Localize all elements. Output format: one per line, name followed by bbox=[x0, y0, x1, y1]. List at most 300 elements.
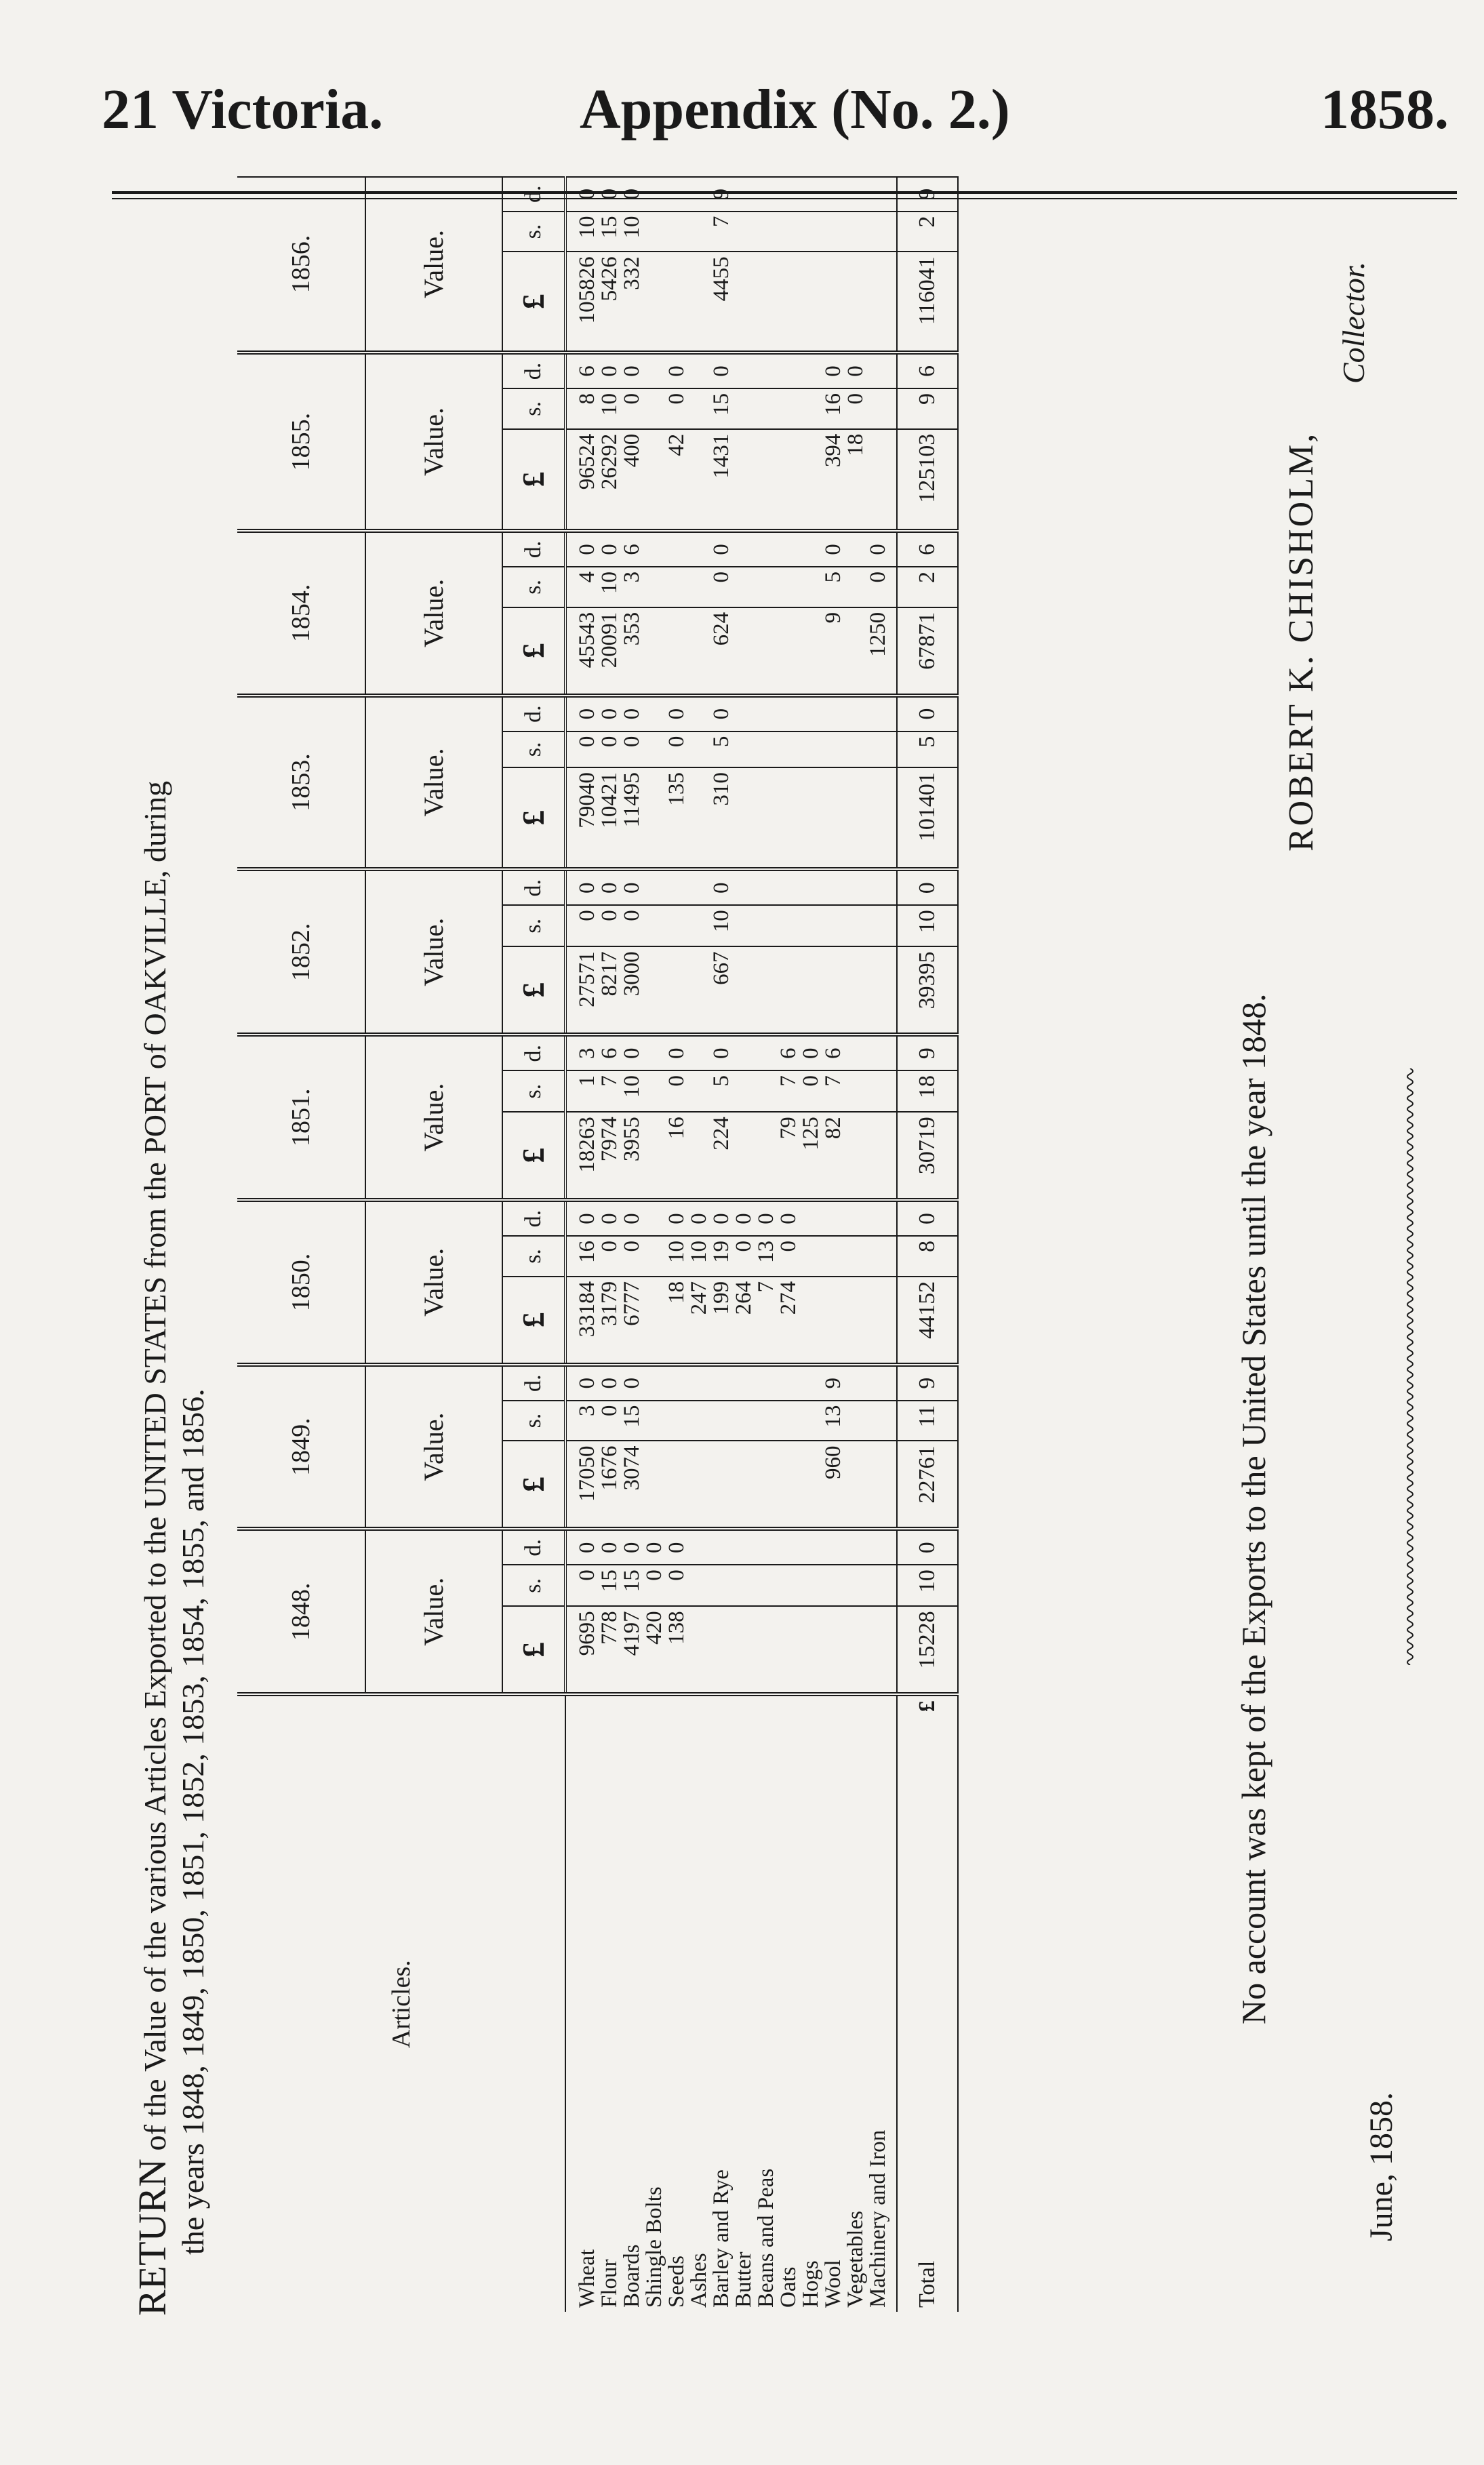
shillings-cell: 15 bbox=[621, 1565, 643, 1606]
pounds-cell bbox=[867, 1112, 897, 1200]
total-pounds-cell: 44152 bbox=[897, 1277, 958, 1365]
pence-cell bbox=[688, 1365, 710, 1401]
shillings-cell bbox=[800, 905, 822, 946]
shillings-cell bbox=[800, 1401, 822, 1441]
shillings-cell: 5 bbox=[710, 732, 733, 767]
pence-cell bbox=[710, 1529, 733, 1565]
pence-cell bbox=[688, 1035, 710, 1070]
year-header: 1851. bbox=[237, 1035, 365, 1200]
articles-header: Articles. bbox=[237, 1694, 565, 2312]
total-shillings-cell: 9 bbox=[897, 388, 958, 429]
pence-cell: 0 bbox=[710, 1035, 733, 1070]
total-pounds-cell: 39395 bbox=[897, 946, 958, 1035]
pounds-cell bbox=[755, 607, 778, 696]
pence-cell bbox=[845, 1365, 867, 1401]
pence-cell bbox=[845, 1200, 867, 1236]
pounds-cell: 420 bbox=[643, 1606, 666, 1694]
unit-header-pound: £ bbox=[502, 1112, 565, 1200]
shillings-cell bbox=[845, 905, 867, 946]
shillings-cell bbox=[822, 1565, 845, 1606]
pounds-cell: 4455 bbox=[710, 252, 733, 353]
pounds-cell bbox=[688, 607, 710, 696]
year-header: 1856. bbox=[237, 177, 365, 353]
pounds-cell: 3074 bbox=[621, 1441, 643, 1529]
pounds-cell: 138 bbox=[666, 1606, 688, 1694]
pence-cell: 0 bbox=[599, 869, 621, 905]
pence-cell: 6 bbox=[565, 353, 599, 388]
shillings-cell bbox=[688, 732, 710, 767]
pence-cell: 0 bbox=[643, 1529, 666, 1565]
pounds-cell bbox=[666, 252, 688, 353]
value-header: Value. bbox=[365, 1529, 502, 1694]
pounds-cell bbox=[845, 1112, 867, 1200]
unit-header-shillings: s. bbox=[502, 1565, 565, 1606]
pence-cell bbox=[867, 1200, 897, 1236]
shillings-cell bbox=[733, 732, 755, 767]
shillings-cell bbox=[778, 732, 800, 767]
pence-cell bbox=[867, 696, 897, 732]
pence-cell bbox=[822, 177, 845, 212]
unit-header-pound: £ bbox=[502, 607, 565, 696]
shillings-cell: 0 bbox=[710, 567, 733, 607]
shillings-cell: 0 bbox=[666, 388, 688, 429]
shillings-cell bbox=[822, 732, 845, 767]
pence-cell bbox=[643, 1365, 666, 1401]
pounds-cell: 42 bbox=[666, 429, 688, 531]
pence-cell: 0 bbox=[755, 1200, 778, 1236]
shillings-cell bbox=[688, 1401, 710, 1441]
document-title-line1 bbox=[130, 780, 174, 2316]
pence-cell: 0 bbox=[565, 531, 599, 567]
pounds-cell bbox=[733, 252, 755, 353]
pounds-cell bbox=[733, 946, 755, 1035]
pounds-cell bbox=[688, 1441, 710, 1529]
pounds-cell bbox=[688, 946, 710, 1035]
pence-cell bbox=[778, 696, 800, 732]
shillings-cell bbox=[643, 1070, 666, 1112]
pence-cell bbox=[733, 869, 755, 905]
pence-cell bbox=[755, 1529, 778, 1565]
pounds-cell bbox=[867, 1441, 897, 1529]
shillings-cell bbox=[845, 567, 867, 607]
pounds-cell bbox=[845, 1606, 867, 1694]
shillings-cell bbox=[733, 1401, 755, 1441]
pounds-cell: 16 bbox=[666, 1112, 688, 1200]
pounds-cell bbox=[688, 429, 710, 531]
unit-header-pence: d. bbox=[502, 1365, 565, 1401]
pence-cell bbox=[822, 696, 845, 732]
pounds-cell: 1431 bbox=[710, 429, 733, 531]
pence-cell: 0 bbox=[822, 353, 845, 388]
pence-cell bbox=[867, 1365, 897, 1401]
table-row bbox=[643, 177, 666, 2312]
shillings-cell bbox=[688, 567, 710, 607]
pounds-cell: 400 bbox=[621, 429, 643, 531]
pounds-cell bbox=[800, 767, 822, 869]
shillings-cell: 0 bbox=[565, 732, 599, 767]
pounds-cell bbox=[800, 252, 822, 353]
shillings-cell bbox=[778, 212, 800, 252]
article-name: Boards bbox=[621, 1694, 643, 2312]
pounds-cell: 17050 bbox=[565, 1441, 599, 1529]
shillings-cell: 7 bbox=[778, 1070, 800, 1112]
pence-cell bbox=[733, 177, 755, 212]
wavy-rule bbox=[1403, 1068, 1417, 1665]
pounds-cell: 11495 bbox=[621, 767, 643, 869]
total-shillings-cell: 18 bbox=[897, 1070, 958, 1112]
pounds-cell: 3179 bbox=[599, 1277, 621, 1365]
total-pence-cell: 0 bbox=[897, 1529, 958, 1565]
shillings-cell bbox=[822, 905, 845, 946]
pounds-cell bbox=[666, 1441, 688, 1529]
pence-cell bbox=[688, 177, 710, 212]
total-pounds-cell: 125103 bbox=[897, 429, 958, 531]
total-pence-cell: 9 bbox=[897, 177, 958, 212]
title-line1-text: of the Value of the various Articles Exported to the UNITED STATES from the PORT of OAKVILLE, during bbox=[138, 780, 172, 2151]
shillings-cell: 15 bbox=[599, 212, 621, 252]
pence-cell bbox=[643, 1200, 666, 1236]
shillings-cell: 10 bbox=[688, 1236, 710, 1277]
pence-cell: 0 bbox=[666, 1200, 688, 1236]
unit-header-shillings: s. bbox=[502, 388, 565, 429]
shillings-cell bbox=[733, 905, 755, 946]
pence-cell bbox=[643, 869, 666, 905]
shillings-cell bbox=[688, 1565, 710, 1606]
year-header: 1855. bbox=[237, 353, 365, 531]
unit-header-shillings: s. bbox=[502, 1401, 565, 1441]
unit-header-pence: d. bbox=[502, 1529, 565, 1565]
shillings-cell bbox=[755, 212, 778, 252]
total-shillings-cell: 10 bbox=[897, 905, 958, 946]
pounds-cell bbox=[845, 767, 867, 869]
unit-header-pound: £ bbox=[502, 1277, 565, 1365]
pounds-cell bbox=[755, 1441, 778, 1529]
year-header: 1853. bbox=[237, 696, 365, 870]
pounds-cell: 79040 bbox=[565, 767, 599, 869]
shillings-cell: 5 bbox=[822, 567, 845, 607]
shillings-cell: 15 bbox=[621, 1401, 643, 1441]
pence-cell bbox=[845, 177, 867, 212]
shillings-cell: 16 bbox=[565, 1236, 599, 1277]
pounds-cell: 135 bbox=[666, 767, 688, 869]
pence-cell: 0 bbox=[822, 531, 845, 567]
pence-cell bbox=[755, 353, 778, 388]
pence-cell: 0 bbox=[599, 353, 621, 388]
pounds-cell: 9695 bbox=[565, 1606, 599, 1694]
shillings-cell: 0 bbox=[867, 567, 897, 607]
shillings-cell bbox=[845, 212, 867, 252]
shillings-cell bbox=[688, 212, 710, 252]
pounds-cell bbox=[867, 429, 897, 531]
pence-cell: 0 bbox=[599, 177, 621, 212]
table-row bbox=[755, 177, 778, 2312]
pounds-cell bbox=[778, 252, 800, 353]
pounds-cell bbox=[755, 767, 778, 869]
pounds-cell bbox=[778, 767, 800, 869]
shillings-cell: 3 bbox=[621, 567, 643, 607]
pence-cell: 0 bbox=[599, 1365, 621, 1401]
shillings-cell bbox=[755, 732, 778, 767]
shillings-cell: 15 bbox=[710, 388, 733, 429]
unit-header-pound: £ bbox=[502, 1441, 565, 1529]
pence-cell: 0 bbox=[621, 869, 643, 905]
shillings-cell bbox=[800, 1565, 822, 1606]
pence-cell: 0 bbox=[800, 1035, 822, 1070]
shillings-cell: 0 bbox=[565, 905, 599, 946]
pounds-cell bbox=[733, 1441, 755, 1529]
pence-cell bbox=[845, 1529, 867, 1565]
value-header: Value. bbox=[365, 1365, 502, 1529]
pence-cell bbox=[867, 353, 897, 388]
header-year: 1858. bbox=[1321, 78, 1449, 141]
pounds-cell bbox=[800, 1606, 822, 1694]
unit-header-shillings: s. bbox=[502, 567, 565, 607]
pence-cell bbox=[822, 1529, 845, 1565]
pence-cell: 0 bbox=[565, 1365, 599, 1401]
footnote: No account was kept of the Exports to the United States until the year 1848. bbox=[1235, 993, 1272, 2024]
pounds-cell bbox=[733, 767, 755, 869]
total-shillings-cell: 2 bbox=[897, 212, 958, 252]
table-row bbox=[800, 177, 822, 2312]
unit-header-shillings: s. bbox=[502, 1070, 565, 1112]
pounds-cell bbox=[845, 946, 867, 1035]
pounds-cell: 3955 bbox=[621, 1112, 643, 1200]
shillings-cell: 3 bbox=[565, 1401, 599, 1441]
pence-cell bbox=[643, 696, 666, 732]
pence-cell: 0 bbox=[565, 696, 599, 732]
year-header: 1848. bbox=[237, 1529, 365, 1694]
pence-cell bbox=[867, 1035, 897, 1070]
pence-cell bbox=[733, 1529, 755, 1565]
pounds-cell bbox=[845, 252, 867, 353]
shillings-cell bbox=[643, 732, 666, 767]
shillings-cell bbox=[643, 212, 666, 252]
shillings-cell bbox=[867, 1565, 897, 1606]
return-date: June, 1858. bbox=[1363, 2092, 1399, 2241]
total-shillings-cell: 10 bbox=[897, 1565, 958, 1606]
unit-header-pence: d. bbox=[502, 1035, 565, 1070]
pence-cell bbox=[666, 531, 688, 567]
pounds-cell: 224 bbox=[710, 1112, 733, 1200]
pounds-cell bbox=[643, 1112, 666, 1200]
shillings-cell bbox=[778, 567, 800, 607]
shillings-cell: 0 bbox=[800, 1070, 822, 1112]
exports-table bbox=[237, 176, 959, 2312]
pence-cell: 6 bbox=[822, 1035, 845, 1070]
pence-cell: 0 bbox=[710, 869, 733, 905]
pounds-cell: 274 bbox=[778, 1277, 800, 1365]
pounds-cell: 9 bbox=[822, 607, 845, 696]
total-pounds-cell: 116041 bbox=[897, 252, 958, 353]
pence-cell: 0 bbox=[710, 353, 733, 388]
total-pence-cell: 0 bbox=[897, 869, 958, 905]
total-shillings-cell: 11 bbox=[897, 1401, 958, 1441]
pounds-cell: 353 bbox=[621, 607, 643, 696]
pence-cell bbox=[643, 353, 666, 388]
year-header: 1849. bbox=[237, 1365, 365, 1529]
shillings-cell: 10 bbox=[621, 1070, 643, 1112]
shillings-cell bbox=[822, 1236, 845, 1277]
shillings-cell bbox=[822, 212, 845, 252]
pounds-cell: 7974 bbox=[599, 1112, 621, 1200]
pounds-cell bbox=[778, 1606, 800, 1694]
shillings-cell bbox=[688, 905, 710, 946]
unit-header-pound: £ bbox=[502, 1606, 565, 1694]
pence-cell: 0 bbox=[599, 1200, 621, 1236]
total-pence-cell: 9 bbox=[897, 1365, 958, 1401]
shillings-cell: 0 bbox=[666, 732, 688, 767]
pounds-cell bbox=[845, 607, 867, 696]
shillings-cell: 0 bbox=[599, 732, 621, 767]
value-header: Value. bbox=[365, 1035, 502, 1200]
pence-cell bbox=[688, 696, 710, 732]
shillings-cell bbox=[733, 388, 755, 429]
shillings-cell bbox=[755, 1401, 778, 1441]
shillings-cell: 0 bbox=[666, 1070, 688, 1112]
value-header: Value. bbox=[365, 696, 502, 870]
article-name: Shingle Bolts bbox=[643, 1694, 666, 2312]
pounds-cell: 79 bbox=[778, 1112, 800, 1200]
pounds-cell bbox=[688, 252, 710, 353]
pounds-cell bbox=[822, 946, 845, 1035]
pounds-cell: 33184 bbox=[565, 1277, 599, 1365]
table-row bbox=[666, 177, 688, 2312]
shillings-cell: 4 bbox=[565, 567, 599, 607]
pence-cell bbox=[688, 353, 710, 388]
pence-cell bbox=[800, 353, 822, 388]
pence-cell: 0 bbox=[621, 353, 643, 388]
pence-cell bbox=[733, 531, 755, 567]
pounds-cell bbox=[800, 429, 822, 531]
value-header: Value. bbox=[365, 353, 502, 531]
shillings-cell bbox=[800, 732, 822, 767]
pence-cell: 0 bbox=[710, 531, 733, 567]
pence-cell: 0 bbox=[565, 1200, 599, 1236]
pence-cell bbox=[688, 1529, 710, 1565]
table-row bbox=[688, 177, 710, 2312]
shillings-cell bbox=[800, 1236, 822, 1277]
pounds-cell bbox=[755, 1606, 778, 1694]
shillings-cell bbox=[867, 732, 897, 767]
table-body bbox=[565, 177, 958, 2312]
pence-cell bbox=[778, 353, 800, 388]
shillings-cell: 10 bbox=[666, 1236, 688, 1277]
total-shillings-cell: 5 bbox=[897, 732, 958, 767]
total-pounds-cell: 15228 bbox=[897, 1606, 958, 1694]
pence-cell: 3 bbox=[565, 1035, 599, 1070]
pounds-cell bbox=[800, 946, 822, 1035]
pence-cell bbox=[778, 1365, 800, 1401]
table-row bbox=[867, 177, 897, 2312]
pence-cell: 9 bbox=[822, 1365, 845, 1401]
shillings-cell: 7 bbox=[710, 212, 733, 252]
pounds-cell bbox=[666, 607, 688, 696]
unit-header-pence: d. bbox=[502, 353, 565, 388]
pence-cell bbox=[822, 1200, 845, 1236]
pence-cell: 6 bbox=[621, 531, 643, 567]
shillings-cell bbox=[845, 1565, 867, 1606]
value-header: Value. bbox=[365, 531, 502, 696]
shillings-cell: 0 bbox=[599, 1236, 621, 1277]
unit-header-shillings: s. bbox=[502, 905, 565, 946]
pounds-cell bbox=[822, 252, 845, 353]
article-name: Butter bbox=[733, 1694, 755, 2312]
unit-header-shillings: s. bbox=[502, 212, 565, 252]
shillings-cell bbox=[755, 567, 778, 607]
pence-cell: 0 bbox=[599, 531, 621, 567]
signatory-name: ROBERT K. CHISHOLM, bbox=[1282, 431, 1321, 851]
pence-cell: 0 bbox=[621, 696, 643, 732]
shillings-cell: 5 bbox=[710, 1070, 733, 1112]
shillings-cell bbox=[710, 1401, 733, 1441]
pence-cell: 0 bbox=[599, 696, 621, 732]
article-name: Oats bbox=[778, 1694, 800, 2312]
article-name: Ashes bbox=[688, 1694, 710, 2312]
pence-cell: 0 bbox=[666, 1035, 688, 1070]
pence-cell: 0 bbox=[621, 1035, 643, 1070]
shillings-cell: 7 bbox=[822, 1070, 845, 1112]
pence-cell: 0 bbox=[621, 1200, 643, 1236]
shillings-cell bbox=[867, 1236, 897, 1277]
pounds-cell: 96524 bbox=[565, 429, 599, 531]
pence-cell bbox=[755, 177, 778, 212]
shillings-cell: 0 bbox=[778, 1236, 800, 1277]
shillings-cell bbox=[643, 1236, 666, 1277]
unit-header-pound: £ bbox=[502, 252, 565, 353]
pounds-cell bbox=[733, 607, 755, 696]
shillings-cell bbox=[867, 212, 897, 252]
pounds-cell bbox=[643, 429, 666, 531]
pounds-cell: 5426 bbox=[599, 252, 621, 353]
shillings-cell: 10 bbox=[621, 212, 643, 252]
pence-cell bbox=[733, 1035, 755, 1070]
pence-cell bbox=[755, 531, 778, 567]
pounds-cell bbox=[688, 1606, 710, 1694]
pounds-cell bbox=[643, 252, 666, 353]
pence-cell: 0 bbox=[778, 1200, 800, 1236]
pounds-cell bbox=[755, 429, 778, 531]
pence-cell: 0 bbox=[565, 1529, 599, 1565]
year-header-row bbox=[237, 177, 365, 2312]
shillings-cell: 0 bbox=[621, 732, 643, 767]
header-appendix: Appendix (No. 2.) bbox=[580, 78, 1010, 141]
pence-cell bbox=[845, 696, 867, 732]
shillings-cell: 10 bbox=[599, 388, 621, 429]
shillings-cell: 0 bbox=[621, 1236, 643, 1277]
pence-cell: 0 bbox=[710, 696, 733, 732]
shillings-cell bbox=[845, 1070, 867, 1112]
unit-header-pence: d. bbox=[502, 696, 565, 732]
pounds-cell bbox=[643, 767, 666, 869]
unit-header-pence: d. bbox=[502, 1200, 565, 1236]
unit-header-pound: £ bbox=[502, 767, 565, 869]
shillings-cell bbox=[867, 388, 897, 429]
article-name: Wheat bbox=[565, 1694, 599, 2312]
shillings-cell: 13 bbox=[755, 1236, 778, 1277]
pounds-cell bbox=[800, 1277, 822, 1365]
pence-cell: 0 bbox=[621, 1365, 643, 1401]
pence-cell bbox=[755, 1365, 778, 1401]
table-row bbox=[599, 177, 621, 2312]
pence-cell: 0 bbox=[867, 531, 897, 567]
pounds-cell bbox=[778, 607, 800, 696]
year-header: 1854. bbox=[237, 531, 365, 696]
pence-cell bbox=[688, 531, 710, 567]
pence-cell bbox=[666, 177, 688, 212]
unit-header-shillings: s. bbox=[502, 1236, 565, 1277]
pounds-cell bbox=[822, 1606, 845, 1694]
pounds-cell: 20091 bbox=[599, 607, 621, 696]
